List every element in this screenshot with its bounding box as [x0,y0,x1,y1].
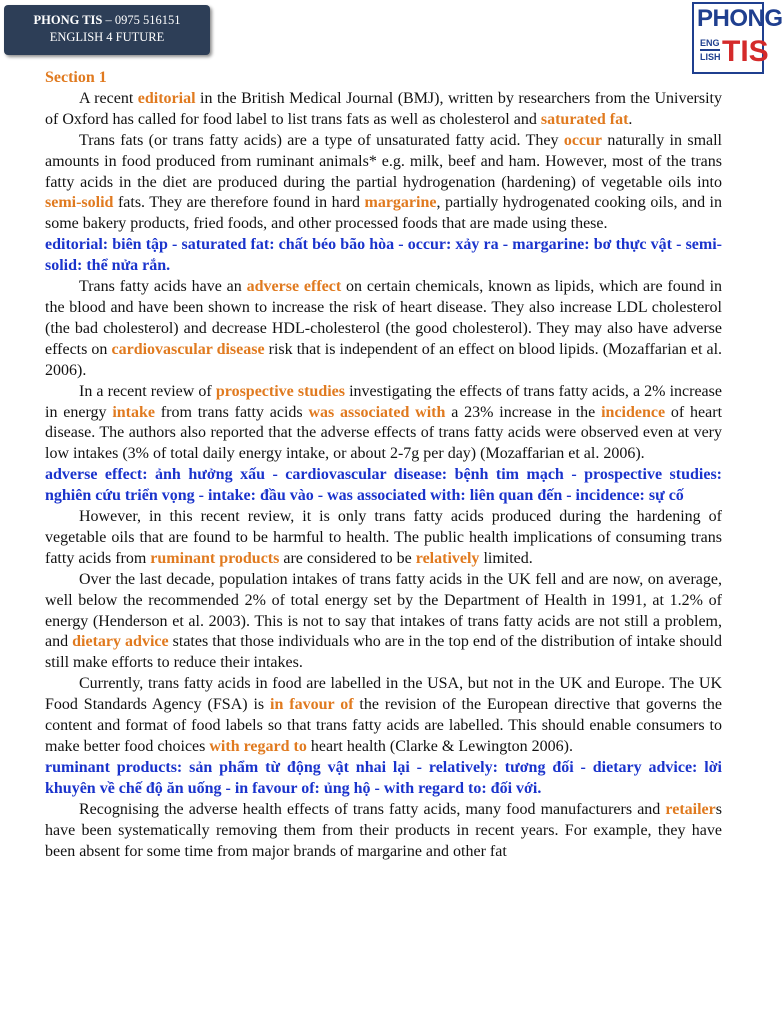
highlighted-term: ruminant products [150,549,280,567]
paragraph-text: of heart disease. The authors also reported that the adverse effects of trans fatty acids were observed even at very low intakes (3% of total daily energy intake, or about 2-7g per day) (Mozaffarian et al. 2006). [45,403,723,463]
paragraph-text: . [628,110,633,128]
brand-contact-line [4,12,210,29]
section-title: Section 1 [45,69,107,86]
highlighted-term: margarine [364,194,437,212]
paragraph-text: Trans fatty acids have an [79,278,247,296]
logo-eng-text: ENG [700,38,720,48]
paragraph-text: In a recent review of [79,382,216,400]
body-paragraph [45,382,722,466]
highlighted-term: saturated fat [540,110,629,128]
highlighted-term: was associated with [308,403,446,421]
highlighted-term: in favour of [270,696,354,714]
highlighted-term: prospective studies [215,382,345,400]
paragraph-list [45,89,722,863]
paragraph-text: risk that is independent of an effect on blood lipids. (Mozaffarian et al. 2006). [45,340,723,379]
paragraph-text: on certain chemicals, known as lipids, which are found in the blood and have been shown to increase the risk of heart disease. They also increase LDL cholesterol (the bad cholesterol) and decrease HDL-cholesterol (the good cholesterol). They may also have adverse effects on [45,278,723,358]
paragraph-text: from trans fatty acids [154,403,309,421]
logo-lish-text: LISH [700,52,721,62]
logo-divider [700,49,720,51]
highlighted-term: dietary advice [72,633,169,651]
paragraph-text: states that those individuals who are in the top end of the distribution of intake should still make efforts to reduce their intakes. [45,633,723,672]
body-paragraph [45,674,722,758]
paragraph-text: Trans fats (or trans fatty acids) are a type of unsaturated fatty acid. They [79,131,564,149]
highlighted-term: semi-solid [45,194,114,212]
paragraph-text: , partially hydrogenated cooking oils, and in some bakery products, fried foods, and other processed foods that are made using these. [45,194,722,233]
highlighted-term: with regard to [209,738,307,755]
paragraph-text: naturally in small amounts in food produced from ruminant animals* e.g. milk, beef and ham. However, most of the trans fatty acids in the diet are produced during the partial hydrogenation (hardening) of vegetable oils into [45,131,723,191]
brand-subtitle: ENGLISH 4 FUTURE [49,30,165,44]
body-paragraph [45,131,722,236]
vocabulary-note: ruminant products: sản phẩm từ động vật nhai lại - relatively: tương đối - dietary advice: lời khuyên về chế độ ăn uống - in favour of: ủng hộ - with regard to: đối với. [45,758,722,797]
paragraph-text: heart health (Clarke & Lewington 2006). [306,738,573,755]
highlighted-term: retailer [665,800,716,818]
paragraph-text: investigating the effects of trans fatty acids, a 2% increase in energy [45,382,722,421]
paragraph-text: limited. [479,549,533,567]
phong-tis-logo [692,2,783,74]
paragraph-text: Recognising the adverse health effects of trans fatty acids, many food manufacturers and [79,800,666,818]
vocabulary-note: editorial: biên tập - saturated fat: chất béo bão hòa - occur: xảy ra - margarine: bơ thực vật - semi-solid: thể nửa rắn. [45,236,722,275]
paragraph-text: the revision of the European directive that governs the content and format of food labels so that trans fatty acids are labelled. This should enable consumers to make better food choices [45,696,723,755]
vocabulary-note: adverse effect: ảnh hưởng xấu - cardiovascular disease: bệnh tim mạch - prospective studies: nghiên cứu triển vọng - intake: đầu vào - was associated with: liên quan đến - incidence: sự cố [45,466,722,505]
body-paragraph [45,570,722,675]
highlighted-term: incidence [601,403,666,421]
paragraph-text: a 23% increase in the [445,403,602,421]
paragraph-text: However, in this recent review, it is only trans fatty acids produced during the hardening of vegetable oils that are found to be harmful to health. The public health implications of consuming trans fatty acids from [45,508,722,567]
document-body [45,68,722,862]
highlighted-term: cardiovascular disease [111,340,265,358]
paragraph-text: in the British Medical Journal (BMJ), written by researchers from the University of Oxford has called for food label to list trans fats as well as cholesterol and [45,89,723,128]
body-paragraph [45,89,722,131]
highlighted-term: intake [112,403,155,421]
logo-phong-text: PHONG [697,5,783,32]
highlighted-term: adverse effect [246,278,342,296]
body-paragraph [45,800,722,863]
brand-header-badge [4,5,210,55]
paragraph-text: Currently, trans fatty acids in food are labelled in the USA, but not in the UK and Europe. The UK Food Standards Agency (FSA) is [45,675,722,714]
brand-name: PHONG TIS [33,13,103,27]
brand-phone: – 0975 516151 [102,13,181,27]
highlighted-term: editorial [137,89,196,107]
paragraph-text: A recent [79,89,138,107]
logo-tis-text: TIS [722,35,769,68]
body-paragraph [45,507,722,570]
highlighted-term: occur [563,131,603,149]
paragraph-text: s have been systematically removing them from their products in recent years. For example, they have been absent for some time from major brands of margarine and other fat [45,800,722,860]
paragraph-text: Over the last decade, population intakes of trans fatty acids in the UK fell and are now, on average, well below the recommended 2% of total energy set by the Department of Health in 1991, at 1.2% of energy (Henderson et al. 2003). This is not to say that intakes of trans fatty acids are not still a problem, and [45,570,722,651]
paragraph-text: fats. They are therefore found in hard [113,194,365,212]
body-paragraph [45,277,722,382]
paragraph-text: are considered to be [279,549,416,567]
highlighted-term: relatively [415,549,480,567]
